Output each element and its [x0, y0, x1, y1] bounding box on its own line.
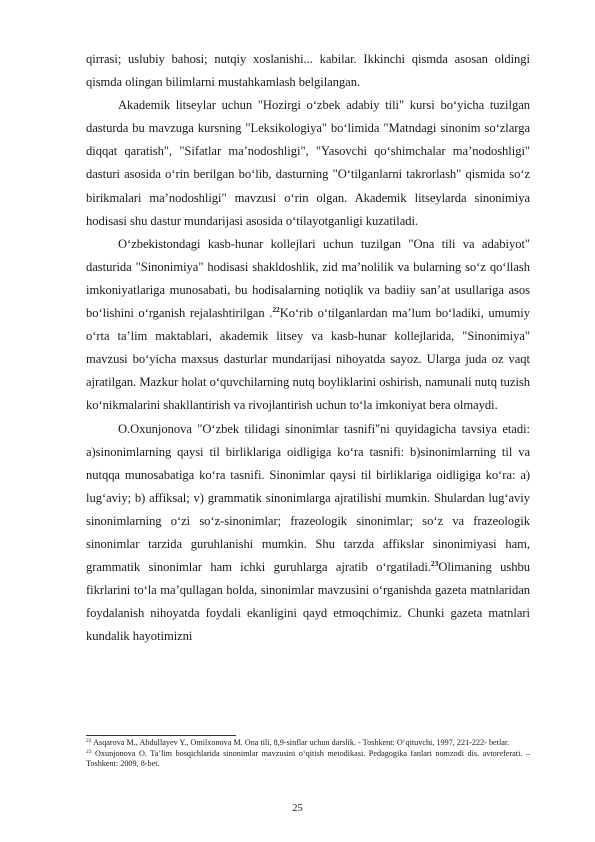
footnote-ref-22[interactable]: 22 — [272, 305, 280, 315]
footnote-23 — [86, 749, 530, 770]
page-body — [86, 48, 530, 648]
paragraph-text: O‘zbekistondagi kasb-hunar kollejlari uchun tuzilgan "Ona tili va adabiyot" dasturida "Sinonimiya" hodisasi shakldoshlik, zid ma’nolilik va bularning so‘z qo‘llash imkoniyatlariga munosabati, bu hodisalarning notiqlik va badiiy san’at usullariga asos bo‘lishini o‘rganish rejalashtirilgan . — [86, 236, 530, 321]
paragraph-text: Olimaning ushbu fikrlarini to‘la ma’qullagan holda, sinonimlar mavzusini o‘rganishda gazeta matnlaridan foydalanish nihoyatda foydali ekanligini qayd etmoqchimiz. Chunki gazeta matnlari kundalik hayotimizni — [86, 560, 530, 644]
paragraph-akademik-litseylar: Akademik litseylar uchun "Hozirgi o‘zbek adabiy tili" kursi bo‘yicha tuzilgan dasturda bu mavzuga kursning "Leksikologiya" bo‘limida "Matndagi sinonim so‘zlarga diqqat qaratish", "Sifatlar ma’nodoshligi", "Yasovchi qo‘shimchalar ma’nodoshligi" dasturi asosida o‘rin berilgan bo‘lib, dasturning "O‘tilganlarni takrorlash" qismida so‘z birikmalari ma’nodoshligi" mavzusi o‘rin olgan. Akademik litseylarda sinonimiya hodisasi shu dastur mundarijasi asosida o‘tilayotganligi kuzatiladi. — [86, 98, 530, 228]
page-number: 25 — [292, 803, 303, 814]
paragraph-kasb-hunar — [86, 233, 530, 418]
footnote-ref-23[interactable]: 23 — [430, 559, 439, 569]
paragraph-text: Ko‘rib o‘tilganlardan ma’lum bo‘ladiki, umumiy o‘rta ta’lim maktablari, akademik litsey va kasb-hunar kollejlarida, "Sinonimiya" mavzusi bo‘yicha maxsus dasturlar mundarijasi nihoyatda sayoz. Ularga juda oz vaqt ajratilgan. Mazkur holat o‘quvchilarning nutq boyliklarini oshirish, namunali nutq tuzish ko‘nikmalarini shakllantirish va rivojlantirish uchun to‘la imkoniyat bera olmaydi. — [86, 306, 531, 413]
paragraph-continuation: qirrasi; uslubiy bahosi; nutqiy xoslanishi... kabilar. Ikkinchi qismda asosan oldingi qismda olingan bilimlarni mustahkamlash belgilangan. — [86, 52, 530, 90]
footnote-text: Oxunjonova O. Ta’lim bosqichlarida sinonimlar mavzusini o‘qitish metodikasi. Pedagogika fanlari nomzodi dis. avtoreferati. – Toshkent: 2009, 8-bet. — [86, 748, 530, 769]
footnote-number: 22 — [86, 738, 92, 744]
footnote-divider — [86, 735, 236, 736]
paragraph-oxunjonova — [86, 418, 530, 649]
footnote-text: Asqarova M., Abdullayev Y., Omilxonova M. Ona tili, 8,9-sinflar uchun darslik. - Toshkent: O‘qituvchi, 1997, 221-222- betlar. — [91, 738, 510, 747]
paragraph-text: O.Oxunjonova "O‘zbek tilidagi sinonimlar tasnifi"ni quyidagicha tavsiya etadi: a)sinonimlarning qaysi til birliklariga oidligiga ko‘ra tasnifi: b)sinonimlarning til va nutqqa munosabatiga ko‘ra tasnifi. Sinonimlar qaysi til birliklariga oidligiga ko‘ra: a) lug‘aviy; b) affiksal; v) grammatik sinonimlarga ajratilishi mumkin. Shulardan lug‘aviy sinonimlarning o‘zi so‘z-sinonimlar; frazeologik sinonimlar; so‘z va frazeologik sinonimlar tarzida guruhlanishi mumkin. Shu tarzda affikslar sinonimiyasi ham, grammatik sinonimlar ham ichki guruhlarga ajratib o‘rgatiladi. — [86, 421, 530, 575]
footnote-number: 23 — [86, 748, 92, 755]
footnote-22 — [86, 738, 530, 749]
footnotes — [86, 738, 530, 770]
